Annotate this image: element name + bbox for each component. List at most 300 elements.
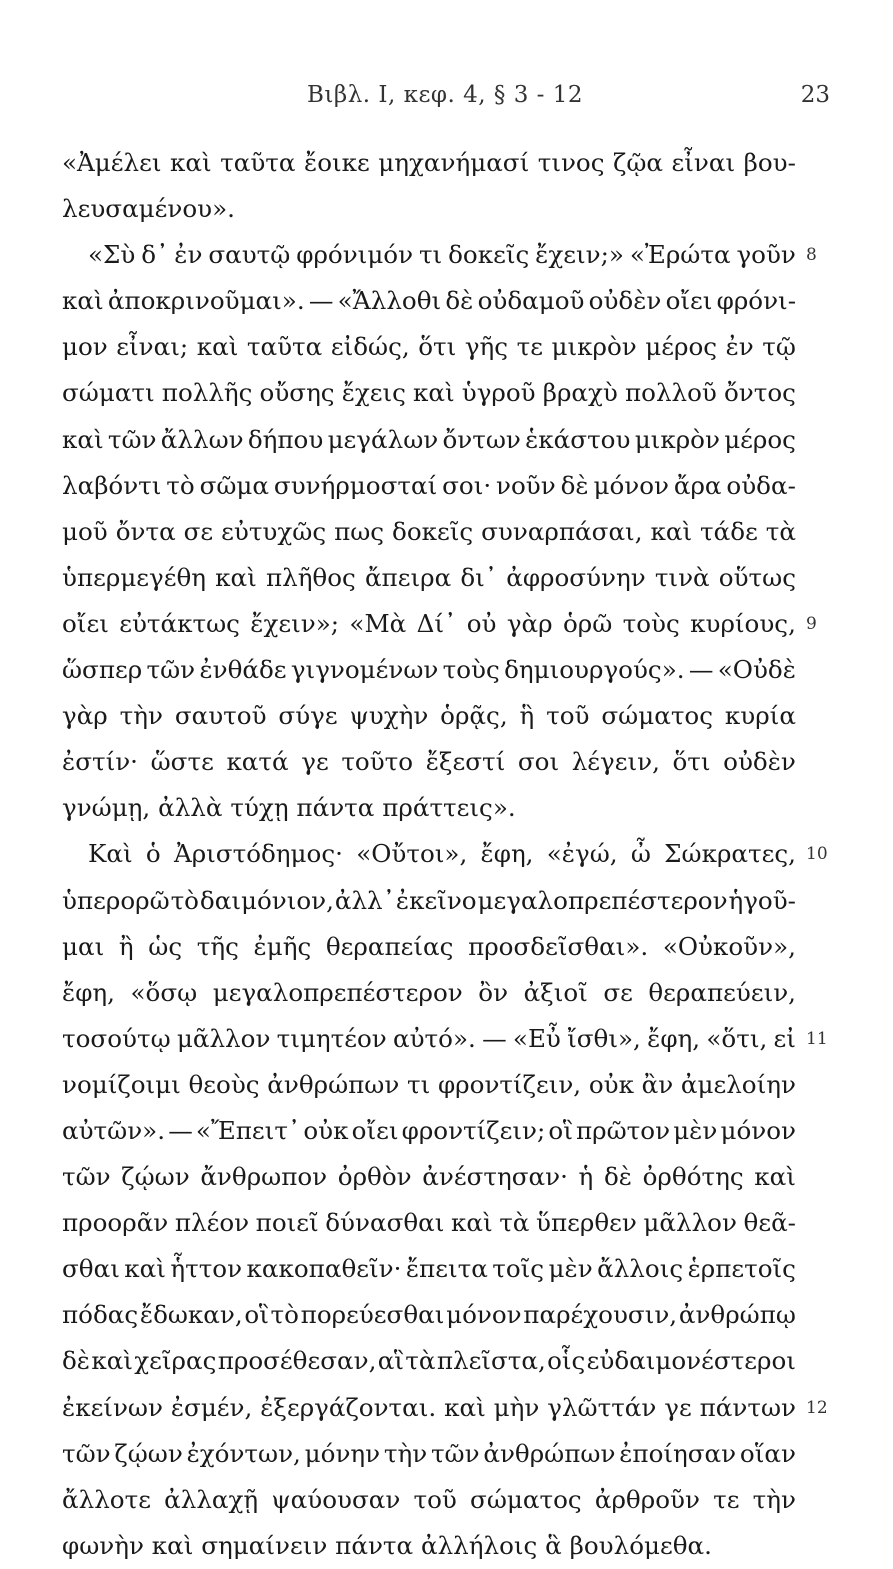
word: μέρος xyxy=(724,424,796,454)
word: τοὺς xyxy=(442,655,500,685)
text-line xyxy=(62,1200,796,1246)
word: ἑρπετοῖς xyxy=(687,1254,796,1284)
word: ἐν xyxy=(174,240,203,270)
word: «Μὰ xyxy=(349,608,407,638)
word: ἐμῆς xyxy=(253,931,312,961)
word: ταῦτα xyxy=(246,332,323,362)
word: «ὅσῳ xyxy=(130,977,198,1007)
word: τε xyxy=(516,332,543,362)
word: νοῦν xyxy=(496,470,556,500)
text-line xyxy=(62,785,796,831)
word: «Εὖ xyxy=(512,1023,561,1053)
word: οἴει xyxy=(62,608,109,638)
word: εἶναι xyxy=(671,148,736,177)
text-line xyxy=(62,232,817,278)
word: παρέχουσιν, xyxy=(523,1300,678,1330)
word: ποιεῖ xyxy=(255,1208,319,1238)
word: πλέον xyxy=(174,1208,250,1238)
word: «ὅτι, xyxy=(706,1023,768,1053)
word: δαιμόνιον, xyxy=(199,885,334,915)
word: μᾶλλον xyxy=(643,1208,737,1238)
word: ἡγοῦ- xyxy=(728,885,796,915)
text-line xyxy=(62,1523,796,1569)
text-line xyxy=(62,970,796,1016)
word: τῶν xyxy=(62,1438,111,1468)
section-number: 9 xyxy=(806,613,817,634)
text-line xyxy=(62,417,796,463)
word: οἷς xyxy=(547,1346,586,1376)
word: καὶ xyxy=(444,1392,486,1422)
word: ἔφη, xyxy=(62,977,115,1007)
word: πρῶτον xyxy=(576,1115,671,1145)
word: καὶ xyxy=(62,286,104,316)
word: ἀλλὰ xyxy=(158,793,223,823)
word: ὡς xyxy=(148,931,183,961)
word: φροντίζειν, xyxy=(437,1069,582,1099)
word: καὶ xyxy=(451,1208,493,1238)
word: τῆς xyxy=(196,931,239,961)
word: «Ἄλλοθι xyxy=(337,286,442,316)
word: καὶ xyxy=(124,1254,166,1284)
word: ζῷα xyxy=(613,148,664,177)
word: τάδε xyxy=(700,516,758,546)
word: ἀνθρώπων xyxy=(267,1069,400,1099)
word: σῶμα xyxy=(199,470,270,500)
word: εὐτυχῶς xyxy=(221,516,327,546)
word: ἔφη, xyxy=(480,839,534,869)
word: ὄντα xyxy=(115,516,176,546)
word: γοῦν xyxy=(736,240,796,270)
word: σοι xyxy=(517,747,560,777)
word: φρόνι- xyxy=(716,286,796,316)
word: ὥστε xyxy=(150,747,214,777)
word: μὴν xyxy=(493,1392,540,1422)
word: προσέθεσαν, xyxy=(217,1346,377,1376)
word: — xyxy=(688,655,714,685)
word: βραχὺ xyxy=(542,378,618,408)
word: μηχανήμασί xyxy=(378,148,530,177)
word: δοκεῖς xyxy=(448,240,530,270)
word: καὶ xyxy=(754,1162,796,1192)
word: γιγνομένων xyxy=(290,655,439,685)
word: «ἐγώ, xyxy=(546,839,618,869)
word: φωνὴν xyxy=(62,1530,144,1560)
word: οὐδὲν xyxy=(723,747,796,777)
word: τι xyxy=(418,240,443,270)
word: «Ἔπειτ᾽ xyxy=(195,1115,301,1145)
word: ἄλλοις xyxy=(597,1254,684,1284)
word: ἔξεστί xyxy=(425,747,506,777)
word: ἔφη, xyxy=(647,1023,701,1053)
word: οὐδα- xyxy=(726,470,796,500)
word: ζῴων xyxy=(121,1162,190,1192)
word: δοκεῖς xyxy=(392,516,474,546)
word: ὑπερορῶ xyxy=(62,885,170,915)
word: δημιουργούς». xyxy=(504,655,685,685)
word: καὶ xyxy=(650,516,693,546)
word: τινὰ xyxy=(654,562,710,592)
word: προσδεῖσθαι». xyxy=(468,931,649,961)
word: τὴν xyxy=(119,701,163,731)
word: προορᾶν xyxy=(62,1208,169,1238)
word: οὐκ xyxy=(588,1069,634,1099)
word: τὸ xyxy=(166,470,195,500)
word: ἀλλ᾽ xyxy=(334,885,395,915)
word: εὐδαιμονέστεροι xyxy=(586,1346,796,1376)
word: ἧττον xyxy=(170,1254,243,1284)
text-line xyxy=(62,693,796,739)
word: πλῆθος xyxy=(265,562,356,592)
word: αὐτῶν». xyxy=(62,1115,166,1145)
text-line xyxy=(62,1246,796,1292)
word: ἔπειτα xyxy=(405,1254,488,1284)
word: ἀλλήλοις xyxy=(420,1530,538,1560)
word: Δί᾽ xyxy=(416,608,457,638)
word: οἳ xyxy=(244,1300,269,1330)
text-line xyxy=(62,1431,796,1477)
word: ἀνθρώπῳ xyxy=(678,1300,796,1330)
word: γῆς xyxy=(464,332,509,362)
word: δι᾽ xyxy=(460,562,498,592)
word: οὐ xyxy=(466,608,497,638)
word: τὸ xyxy=(170,885,199,915)
word: τὰ xyxy=(499,1208,530,1238)
word: τοῖς xyxy=(492,1254,545,1284)
text-line xyxy=(62,878,796,924)
word: ἄπειρα xyxy=(364,562,452,592)
word: θεᾶ- xyxy=(743,1208,796,1238)
word: μᾶλλον xyxy=(176,1023,271,1053)
word: αἳ xyxy=(377,1346,404,1376)
word: εἶναι; xyxy=(116,332,189,362)
word: συναρπάσαι, xyxy=(481,516,643,546)
word: κυρία xyxy=(724,701,796,731)
word: τοὺς xyxy=(622,608,680,638)
word: οὐκ xyxy=(303,1115,349,1145)
word: ἐσμέν, xyxy=(170,1392,253,1422)
word: Σώκρατες, xyxy=(664,839,796,869)
word: φρόνιμόν xyxy=(296,240,414,270)
word: «Ἐρώτα xyxy=(629,240,731,270)
word: ὕπερθεν xyxy=(536,1208,637,1238)
word: ὑγροῦ xyxy=(461,378,536,408)
word: ἃ xyxy=(545,1530,562,1560)
word: ἔδωκαν, xyxy=(139,1300,243,1330)
word: θεοὺς xyxy=(188,1069,260,1099)
word: καὶ xyxy=(215,562,257,592)
word: ἐστίν· xyxy=(62,747,139,777)
word: ὅτι xyxy=(418,332,457,362)
word: ἐνθάδε xyxy=(199,655,287,685)
word: εἰδώς, xyxy=(330,332,410,362)
word: ὀρθότης xyxy=(642,1162,744,1192)
word: τῶν xyxy=(430,1438,480,1468)
word: λέγειν, xyxy=(571,747,660,777)
word: οἳ xyxy=(548,1115,573,1145)
word: γνώμῃ, xyxy=(62,793,151,823)
word: ἡ xyxy=(578,1162,594,1192)
word: δήπου xyxy=(247,424,324,454)
word: ἐχόντων, xyxy=(186,1438,301,1468)
text-line xyxy=(62,278,796,324)
word: γε xyxy=(664,1392,692,1422)
text-line xyxy=(62,324,796,370)
word: ἐν xyxy=(725,332,754,362)
word: ἄνθρωπον xyxy=(200,1162,328,1192)
text-line xyxy=(62,739,796,785)
word: μέρος xyxy=(645,332,718,362)
word: θεραπεύειν, xyxy=(648,977,796,1007)
word: τῶν xyxy=(107,424,157,454)
word: δὲ xyxy=(445,286,474,316)
word: κακοπαθεῖν· xyxy=(246,1254,402,1284)
word: σαυτῷ xyxy=(208,240,291,270)
word: τῶν xyxy=(146,655,196,685)
word: πάντα xyxy=(335,1530,414,1560)
word: μόνην xyxy=(304,1438,381,1468)
word: μαι xyxy=(62,931,105,961)
word: «Οὐκοῦν», xyxy=(662,931,796,961)
word: ὂν xyxy=(478,977,509,1007)
word: ἔχειν;» xyxy=(535,240,624,270)
word: ὄντων xyxy=(442,424,521,454)
word: καὶ xyxy=(91,1346,133,1376)
text-line xyxy=(62,555,796,601)
text-line xyxy=(62,1062,796,1108)
word: ἀμελοίην xyxy=(680,1069,796,1099)
word: τύχῃ xyxy=(230,793,289,823)
word: ἀλλαχῇ xyxy=(164,1484,259,1514)
word: δὲ xyxy=(560,470,589,500)
section-number: 10 xyxy=(806,844,828,865)
word: βου- xyxy=(743,148,796,177)
word: συνήρμοσταί xyxy=(273,470,438,500)
word: γε xyxy=(301,747,329,777)
word: πολλῆς xyxy=(161,378,253,408)
word: σώματος xyxy=(601,701,714,731)
word: — xyxy=(482,1023,507,1053)
word: τοῦτο xyxy=(341,747,414,777)
word: σθαι xyxy=(62,1254,120,1284)
word: «Οὐδὲ xyxy=(717,655,796,685)
section-number: 8 xyxy=(806,245,817,266)
word: γὰρ xyxy=(506,608,553,638)
text-line xyxy=(62,463,796,509)
word: σημαίνειν xyxy=(201,1530,328,1560)
word: ἄλλοτε xyxy=(62,1484,151,1514)
word: τιμητέον xyxy=(276,1023,387,1053)
word: — xyxy=(168,1115,193,1145)
word: ἀνέστησαν· xyxy=(422,1162,568,1192)
word: ὅτι xyxy=(672,747,711,777)
text-line xyxy=(62,601,817,647)
word: φροντίζειν; xyxy=(401,1115,546,1145)
word: ὀρθὸν xyxy=(337,1162,412,1192)
text-line xyxy=(62,1154,796,1200)
word: οἴει xyxy=(351,1115,399,1145)
word: οὕτως xyxy=(718,562,796,592)
page-number: 23 xyxy=(800,82,830,108)
word: μεγαλοπρεπέστερον xyxy=(477,885,728,915)
word: ὥσπερ xyxy=(62,655,143,685)
word: μικρὸν xyxy=(551,332,637,362)
word: σε xyxy=(183,516,214,546)
word: ἂν xyxy=(641,1069,674,1099)
word: καὶ xyxy=(170,148,212,177)
word: σώματι xyxy=(62,378,155,408)
text-line xyxy=(62,1292,796,1338)
word: τοῦ xyxy=(546,701,590,731)
word: μεγάλων xyxy=(327,424,439,454)
word: «Ἀμέλει xyxy=(62,148,162,177)
word: οἴει xyxy=(665,286,713,316)
word: ἐξεργάζονται. xyxy=(260,1392,437,1422)
word: πράττεις». xyxy=(382,793,516,823)
text-line xyxy=(62,370,796,416)
word: τὴν xyxy=(383,1438,428,1468)
word: χεῖρας xyxy=(134,1346,217,1376)
word: σε xyxy=(603,977,633,1007)
section-number: 11 xyxy=(806,1028,828,1049)
word: οὐδὲν xyxy=(588,286,662,316)
word: τοσούτῳ xyxy=(62,1023,171,1053)
word: ἐκεῖνο xyxy=(395,885,477,915)
text-line xyxy=(62,831,828,877)
word: ἑκάστου xyxy=(525,424,631,454)
word: μὲν xyxy=(673,1115,718,1145)
word: εὐτάκτως xyxy=(119,608,240,638)
word: καὶ xyxy=(196,332,239,362)
word: σώματος xyxy=(470,1484,582,1514)
text-line xyxy=(62,1108,796,1154)
word: κατά xyxy=(226,747,289,777)
text-line xyxy=(62,140,796,186)
word: ἀξιοῖ xyxy=(523,977,588,1007)
word: μόνον xyxy=(446,1300,522,1330)
word: σαυτοῦ xyxy=(174,701,267,731)
word: ἀφροσύνην xyxy=(506,562,646,592)
word: «Οὔτοι», xyxy=(356,839,468,869)
word: ὁρῶ xyxy=(562,608,613,638)
word: βουλόμεθα. xyxy=(569,1530,712,1560)
word: ὑπερμεγέθη xyxy=(62,562,207,592)
word: μικρὸν xyxy=(634,424,720,454)
word: ψυχὴν xyxy=(349,701,429,731)
word: τὰ xyxy=(405,1346,436,1376)
word: τὸ xyxy=(270,1300,299,1330)
word: ψαύουσαν xyxy=(271,1484,401,1514)
word: ἔχεις xyxy=(341,378,406,408)
word: ἐποίησαν xyxy=(619,1438,737,1468)
word: ἄλλων xyxy=(160,424,244,454)
word: Ἀριστόδημος· xyxy=(173,839,343,869)
word: «Σὺ xyxy=(88,240,136,270)
text-line xyxy=(62,186,796,232)
section-number: 12 xyxy=(806,1397,828,1418)
running-head: Βιβλ. I, κεφ. 4, § 3 - 12 xyxy=(306,82,583,108)
word: ὁ xyxy=(145,839,161,869)
word: δύνασθαι xyxy=(325,1208,445,1238)
word: μόνον xyxy=(720,1115,796,1145)
word: τὴν xyxy=(752,1484,796,1514)
word: ἣ xyxy=(519,701,535,731)
word: πολλοῦ xyxy=(624,378,717,408)
word: σοι· xyxy=(442,470,492,500)
greek-text-body xyxy=(62,140,828,1569)
word: ἀνθρώπων xyxy=(483,1438,616,1468)
word: καὶ xyxy=(413,378,455,408)
word: μὲν xyxy=(548,1254,593,1284)
word: τῷ xyxy=(762,332,796,362)
word: — xyxy=(308,286,334,316)
word: ζῴων xyxy=(114,1438,183,1468)
word: τῶν xyxy=(62,1162,111,1192)
word: τὰ xyxy=(765,516,796,546)
word: πορεύεσθαι xyxy=(300,1300,445,1330)
word: οὔσης xyxy=(259,378,335,408)
word: ὁρᾷς, xyxy=(440,701,508,731)
word: πως xyxy=(334,516,385,546)
word: θεραπείας xyxy=(325,931,454,961)
word: σύγε xyxy=(278,701,338,731)
word: τινος xyxy=(537,148,605,177)
word: τοῦ xyxy=(413,1484,457,1514)
word: λευσαμένου». xyxy=(62,194,235,224)
word: ἐκείνων xyxy=(62,1392,163,1422)
text-line xyxy=(62,509,796,555)
text-line xyxy=(62,1016,828,1062)
text-line xyxy=(62,924,796,970)
word: ἀποκρινοῦμαι». xyxy=(107,286,305,316)
word: λαβόντι xyxy=(62,470,162,500)
word: γὰρ xyxy=(62,701,108,731)
page-header xyxy=(60,82,830,112)
word: πόδας xyxy=(62,1300,139,1330)
word: ἴσθι», xyxy=(567,1023,641,1053)
word: ἀρθροῦν xyxy=(594,1484,700,1514)
word: πάντων xyxy=(699,1392,796,1422)
word: καὶ xyxy=(151,1530,194,1560)
word: αὐτό». xyxy=(392,1023,476,1053)
word: ἄρα xyxy=(673,470,722,500)
word: οἵαν xyxy=(739,1438,796,1468)
text-line xyxy=(62,1385,828,1431)
word: δὲ xyxy=(603,1162,632,1192)
text-line xyxy=(62,1338,796,1384)
word: καὶ xyxy=(62,424,104,454)
word: μοῦ xyxy=(62,516,108,546)
word: εἰ xyxy=(773,1023,796,1053)
word: πάντα xyxy=(296,793,375,823)
word: νομίζοιμι xyxy=(62,1069,181,1099)
word: ταῦτα xyxy=(220,148,296,177)
word: οὐδαμοῦ xyxy=(477,286,585,316)
word: μόνον xyxy=(593,470,669,500)
word: ὦ xyxy=(630,839,651,869)
word: ὄντος xyxy=(723,378,796,408)
word: δὲ xyxy=(62,1346,91,1376)
word: τε xyxy=(713,1484,740,1514)
word: δ᾽ xyxy=(141,240,169,270)
word: πλεῖστα, xyxy=(436,1346,546,1376)
word: Καὶ xyxy=(88,839,133,869)
word: ἔοικε xyxy=(304,148,370,177)
word: μον xyxy=(62,332,108,362)
text-line xyxy=(62,647,796,693)
word: τι xyxy=(407,1069,431,1099)
word: ἔχειν»; xyxy=(250,608,340,638)
word: κυρίους, xyxy=(690,608,796,638)
